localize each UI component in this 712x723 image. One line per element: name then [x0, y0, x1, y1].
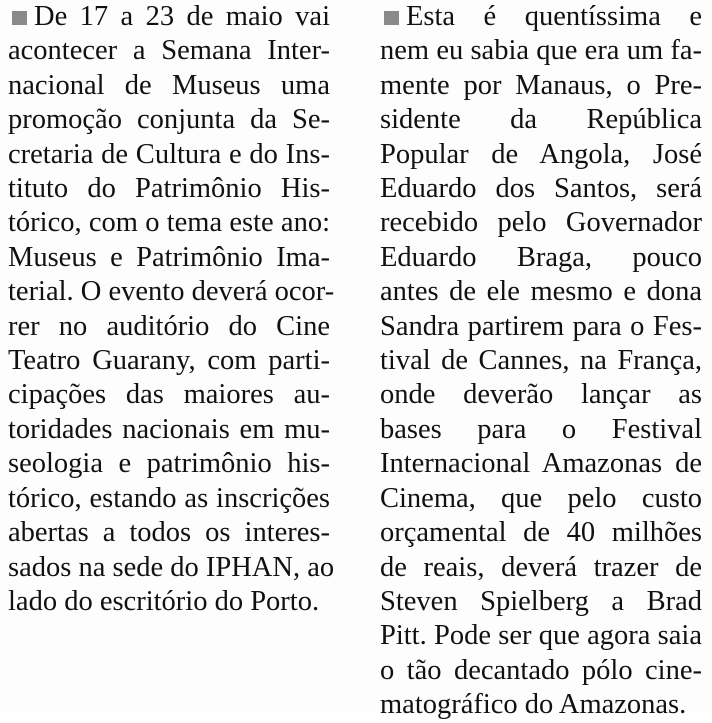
article-line: lado do escritório do Porto. [8, 585, 320, 617]
article-line: sados na sede do IPHAN, ao [8, 551, 335, 583]
article-line: o tão decantado pólo cine- [380, 654, 702, 686]
article-first-line [380, 0, 702, 34]
article-line: antes de ele mesmo e dona [380, 276, 702, 308]
article-line: recebido pelo Governador [380, 207, 702, 239]
article-line: Teatro Guarany, com parti- [8, 345, 330, 377]
article-line: rer no auditório do Cine [8, 310, 330, 342]
article-line: sidente da República [380, 104, 702, 136]
article-line: cipações das maiores au- [8, 379, 330, 411]
square-bullet-icon [12, 11, 27, 25]
article-line: de reais, deverá trazer de [380, 551, 702, 583]
article-line: tórico, com o tema este ano: [8, 207, 330, 239]
article-line: Cinema, que pelo custo [380, 482, 702, 514]
article-angola-president [380, 0, 702, 723]
article-line: mente por Manaus, o Pre- [380, 69, 702, 101]
article-line: Internacional Amazonas de [380, 448, 702, 480]
article-line: terial. O evento deverá ocor- [8, 276, 335, 308]
article-line: cretaria de Cultura e do Ins- [8, 138, 330, 170]
article-line: De 17 a 23 de maio vai [34, 1, 330, 32]
article-line: bases para o Festival [380, 413, 702, 445]
article-line: Sandra partirem para o Fes- [380, 310, 702, 342]
article-line: Pitt. Pode ser que agora saia [380, 620, 702, 652]
article-line: Esta é quentíssima e [406, 1, 702, 32]
article-line: Museus e Patrimônio Ima- [8, 241, 330, 273]
article-line: onde deverão lançar as [380, 379, 702, 411]
article-line: promoção conjunta da Se- [8, 104, 330, 136]
article-museum-week [8, 0, 335, 619]
article-line: seologia e patrimônio his- [8, 448, 330, 480]
article-line: toridades nacionais em mu- [8, 413, 330, 445]
article-line: acontecer a Semana Inter- [8, 35, 330, 67]
article-line: abertas a todos os interes- [8, 517, 330, 549]
article-line: Steven Spielberg a Brad [380, 585, 702, 617]
article-line: nacional de Museus uma [8, 69, 330, 101]
article-line: Eduardo dos Santos, será [380, 173, 702, 205]
article-line: nem eu sabia que era um fa- [380, 35, 702, 67]
article-line: tórico, estando as inscrições [8, 482, 330, 514]
article-line: orçamental de 40 milhões [380, 517, 702, 549]
square-bullet-icon [384, 11, 399, 25]
article-line: tival de Cannes, na França, [380, 345, 702, 377]
article-line: tituto do Patrimônio His- [8, 173, 330, 205]
article-line: Popular de Angola, José [380, 138, 702, 170]
article-line: Eduardo Braga, pouco [380, 241, 702, 273]
article-first-line [8, 0, 330, 34]
article-line: matográfico do Amazonas. [380, 689, 687, 721]
